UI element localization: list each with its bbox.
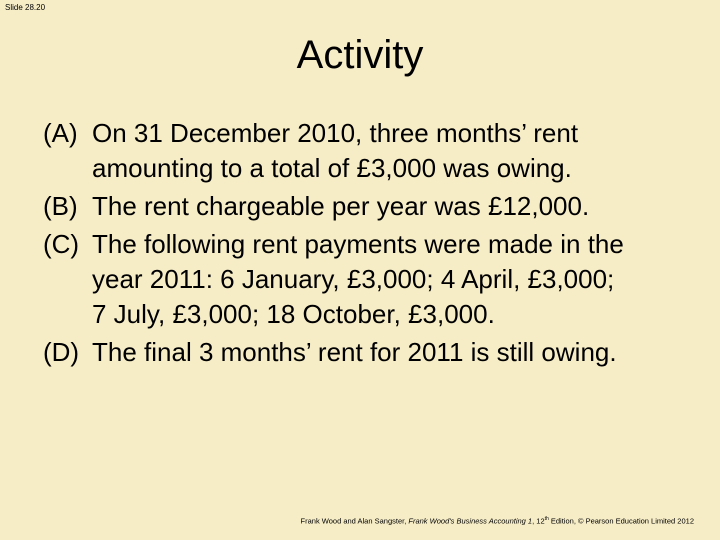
item-text bbox=[92, 189, 713, 224]
item-line: 7 July, £3,000; 18 October, £3,000. bbox=[92, 299, 495, 329]
footer-rest: Edition, © Pearson Education Limited 2012 bbox=[548, 516, 694, 526]
item-marker: (B) bbox=[43, 191, 78, 221]
item-line: The following rent payments were made in the bbox=[92, 229, 624, 259]
footer-authors: Frank Wood and Alan Sangster, bbox=[300, 516, 407, 526]
item-line: amounting to a total of £3,000 was owing. bbox=[92, 153, 572, 183]
footer-edition-suffix: th bbox=[544, 516, 549, 522]
list-item-b bbox=[43, 189, 713, 224]
list-item-a bbox=[43, 116, 713, 186]
item-text bbox=[92, 335, 713, 370]
copyright-footer bbox=[301, 516, 694, 526]
item-marker: (A) bbox=[43, 118, 78, 148]
item-text bbox=[92, 227, 713, 332]
slide-number: Slide 28.20 bbox=[5, 3, 46, 12]
item-marker: (C) bbox=[43, 229, 80, 259]
footer-book-title: Frank Wood's Business Accounting 1 bbox=[408, 516, 533, 526]
item-line: The rent chargeable per year was £12,000. bbox=[92, 191, 590, 221]
item-line: The final 3 months’ rent for 2011 is still owing. bbox=[92, 337, 617, 367]
item-marker: (D) bbox=[43, 337, 80, 367]
slide-title-container bbox=[0, 33, 720, 78]
item-line: year 2011: 6 January, £3,000; 4 April, £3,000; bbox=[92, 264, 615, 294]
item-text bbox=[92, 116, 713, 186]
slide-title: Activity bbox=[296, 33, 424, 77]
item-line: On 31 December 2010, three months’ rent bbox=[92, 118, 579, 148]
footer-edition-number: , 12 bbox=[532, 516, 545, 526]
activity-list bbox=[43, 116, 713, 373]
list-item-c bbox=[43, 227, 713, 332]
list-item-d bbox=[43, 335, 713, 370]
